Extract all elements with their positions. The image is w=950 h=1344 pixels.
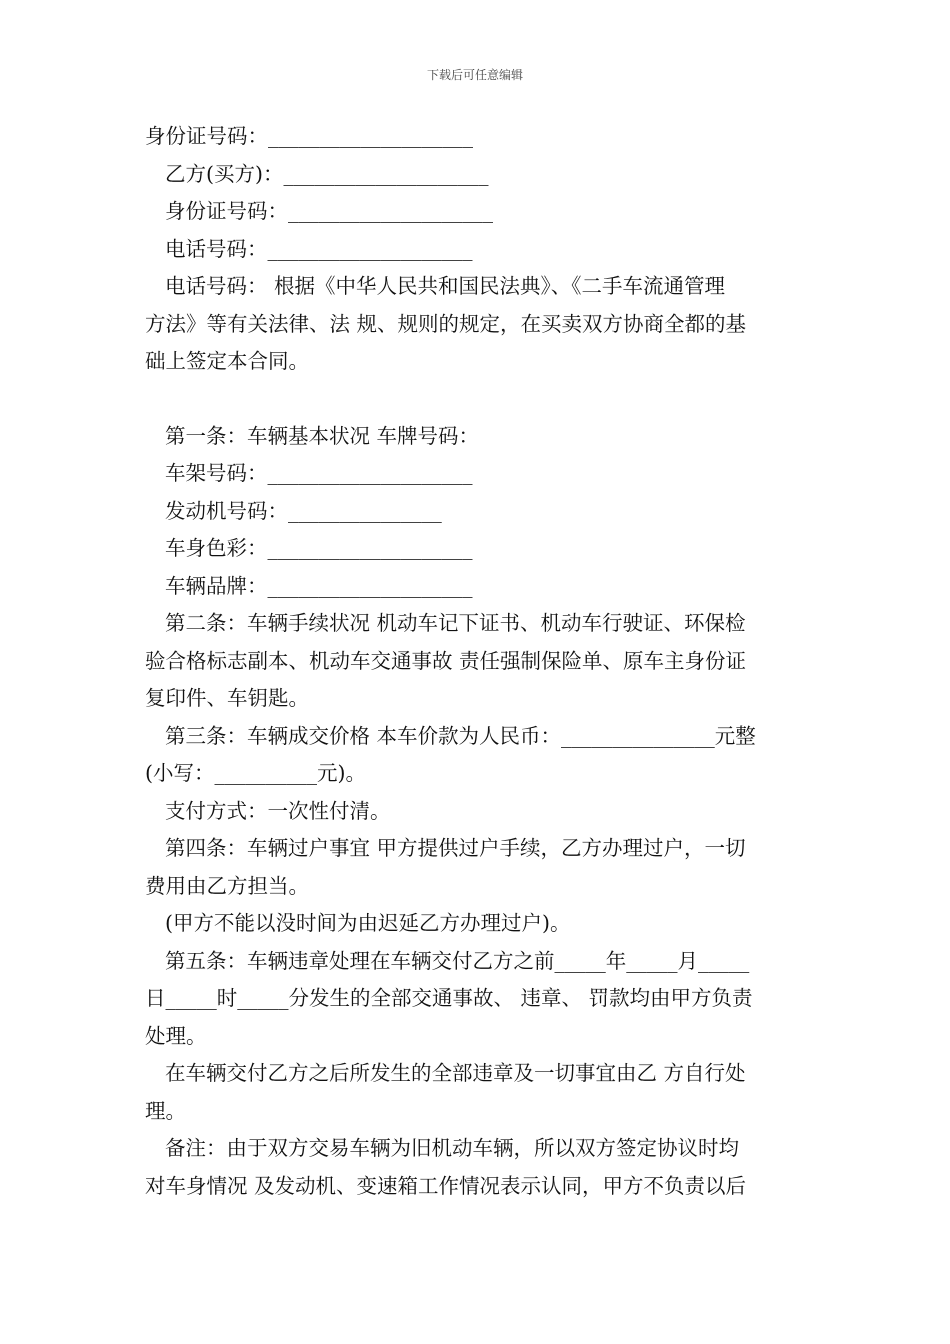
article-3-line-1: 第三条：车辆成交价格 本车价款为人民币：_______________元整 [165, 723, 756, 748]
party-b-id-line: 身份证号码：____________________ [165, 199, 493, 223]
article-4-note: (甲方不能以没时间为由迟延乙方办理过户)。 [165, 911, 571, 935]
party-b-line: 乙方(买方)：____________________ [165, 161, 489, 186]
article-5-line-3: 处理。 [145, 1023, 207, 1048]
article-2-line-2: 验合格标志副本、机动车交通事故 责任强制保险单、原车主身份证 [145, 648, 747, 673]
article-4-line-1: 第四条：车辆过户事宜 甲方提供过户手续，乙方办理过户，一切 [165, 836, 746, 860]
article-4-line-2: 费用由乙方担当。 [145, 873, 309, 898]
article-5-line-1: 第五条：车辆违章处理在车辆交付乙方之前_____年_____月_____ [165, 948, 750, 973]
vin-line: 车架号码：____________________ [165, 461, 473, 485]
article-2-line-1: 第二条：车辆手续状况 机动车记下证书、机动车行驶证、环保检 [165, 611, 746, 635]
preamble-line-1: 电话号码： 根据《中华人民共和国民法典》、《二手车流通管理 [165, 274, 726, 298]
paragraph-gap [145, 381, 807, 418]
buyer-seller-id-line: 身份证号码：____________________ [145, 124, 473, 148]
after-delivery-line-2: 理。 [145, 1098, 186, 1123]
body-color-line: 车身色彩：____________________ [165, 536, 473, 560]
vehicle-brand-line: 车辆品牌：____________________ [165, 573, 473, 598]
engine-number-line: 发动机号码：_______________ [165, 498, 442, 523]
article-3-line-2: (小写：__________元)。 [145, 761, 366, 785]
remarks-line-1: 备注：由于双方交易车辆为旧机动车辆，所以双方签定协议时均 [165, 1136, 739, 1160]
preamble-line-3: 础上签定本合同。 [145, 349, 309, 373]
payment-method-line: 支付方式：一次性付清。 [165, 798, 391, 823]
article-2-line-3: 复印件、车钥匙。 [145, 686, 309, 710]
phone-line: 电话号码：____________________ [165, 236, 473, 261]
article-1-heading: 第一条：车辆基本状况 车牌号码： [165, 423, 480, 448]
preamble-line-2: 方法》等有关法律、法 规、规则的规定，在买卖双方协商全都的基 [145, 311, 747, 336]
contract-body [145, 118, 807, 1205]
page-header: 下载后可任意编辑 [426, 68, 523, 82]
remarks-line-2: 对车身情况 及发动机、变速箱工作情况表示认同，甲方不负责以后 [145, 1173, 747, 1198]
article-5-line-2: 日_____时_____分发生的全部交通事故、 违章、 罚款均由甲方负责 [145, 986, 753, 1010]
after-delivery-line-1: 在车辆交付乙方之后所发生的全部违章及一切事宜由乙 方自行处 [165, 1061, 746, 1085]
